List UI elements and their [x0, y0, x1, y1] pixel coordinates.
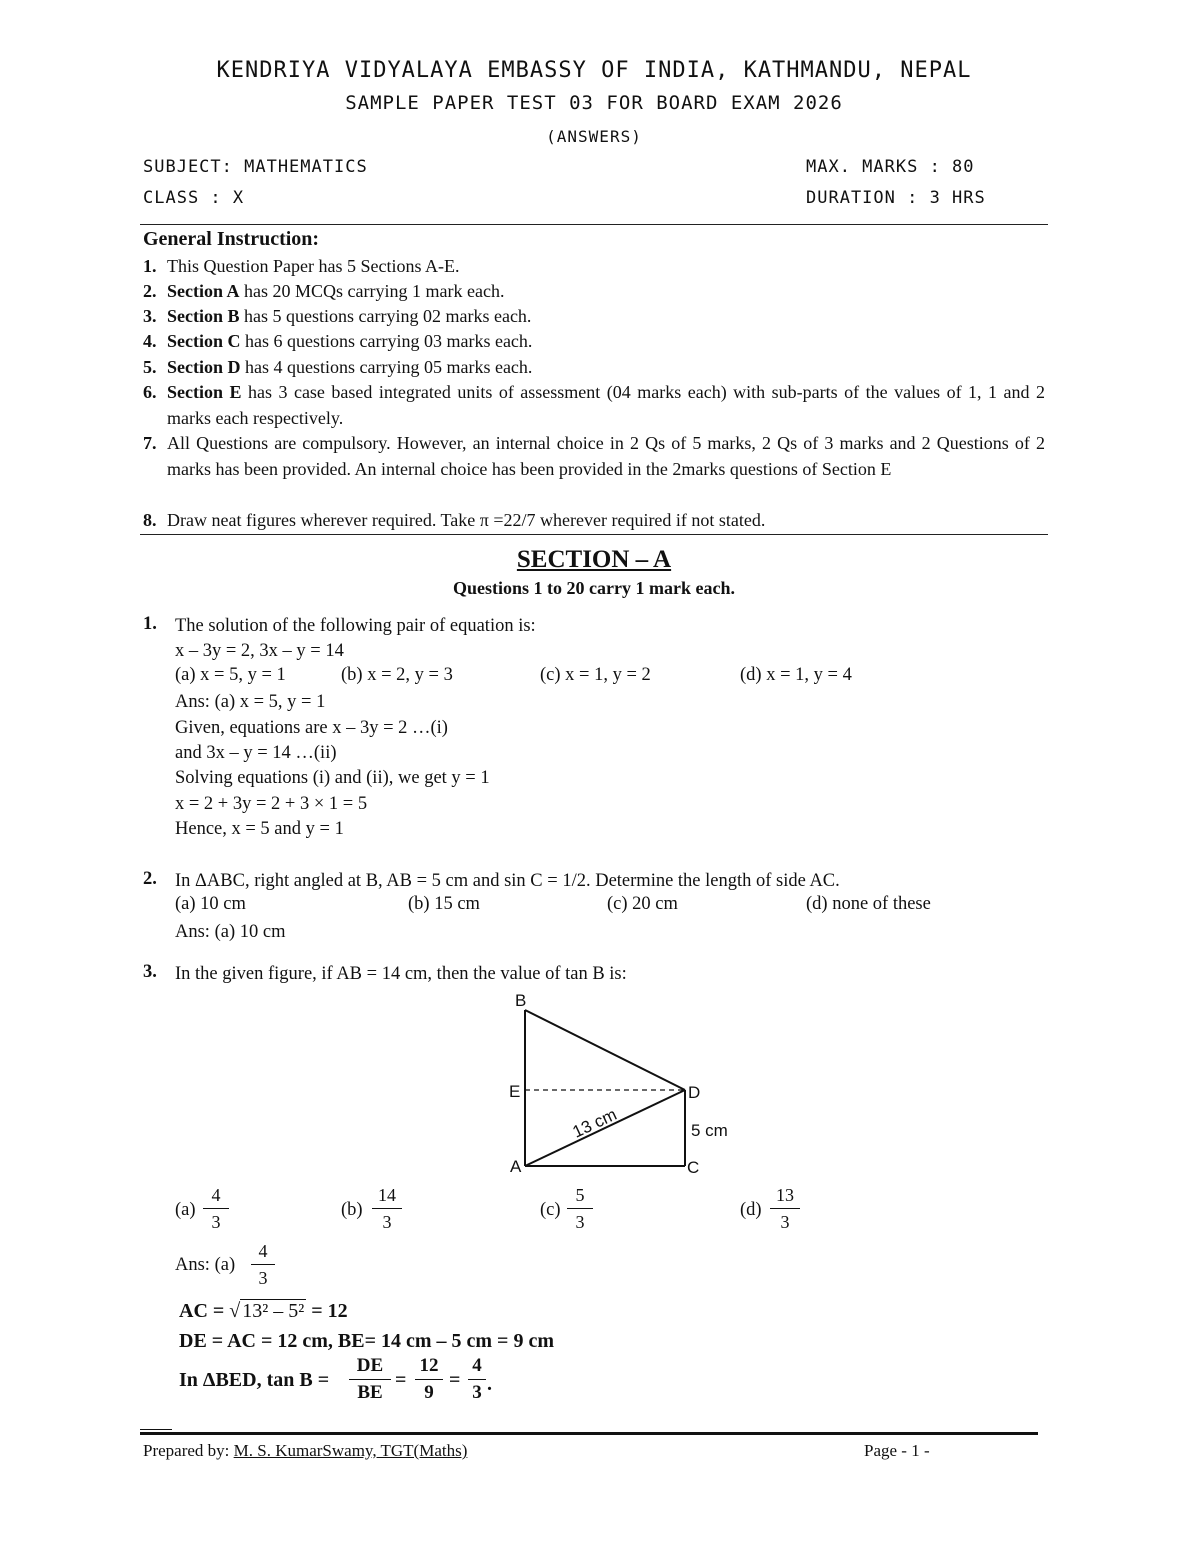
section-title: SECTION – A	[516, 546, 672, 573]
fraction-denominator: 3	[780, 1212, 790, 1232]
instruction-text: has 6 questions carrying 03 marks each.	[240, 331, 533, 351]
question-text: The solution of the following pair of equation is:	[175, 616, 536, 636]
option-a: (a) 10 cm	[175, 894, 246, 914]
instruction-bold: Section D	[167, 357, 241, 377]
fraction-denominator: 3	[211, 1212, 221, 1232]
page-number: Page - 1 -	[864, 1441, 930, 1460]
instruction-bold: Section A	[167, 281, 240, 301]
instruction-text: All Questions are compulsory. However, an internal choice in 2 Qs of 5 marks, 2 Qs of 3 marks and 2 Questions of 2 marks has been provided. An internal choice has been provided in the 2marks questions of Section E	[167, 433, 1045, 479]
instruction-item	[143, 254, 1045, 280]
solution-de: DE = AC = 12 cm, BE= 14 cm – 5 cm = 9 cm	[179, 1330, 554, 1352]
question-equations: x – 3y = 2, 3x – y = 14	[175, 641, 344, 661]
prepared-by-label: Prepared by:	[143, 1441, 234, 1460]
instruction-text: has 3 case based integrated units of assessment (04 marks each) with sub-parts of the values of 1, 1 and 2 marks each respectively.	[167, 382, 1045, 428]
fraction-numerator: 5	[575, 1185, 585, 1205]
instruction-bold: Section B	[167, 306, 240, 326]
option-d-label: (d)	[740, 1200, 762, 1220]
footer-prepared-by	[143, 1441, 467, 1461]
label-a: A	[510, 1157, 522, 1176]
instruction-text: Draw neat figures wherever required. Take π =22/7 wherever required if not stated.	[167, 510, 766, 530]
instructions-title: General Instruction:	[143, 228, 320, 250]
option-a-fraction	[203, 1184, 229, 1233]
fraction-bar	[251, 1264, 275, 1265]
answer-line: Solving equations (i) and (ii), we get y = 1	[175, 768, 490, 788]
header-divider	[140, 224, 1048, 225]
instruction-number: 2.	[143, 281, 157, 301]
instruction-item	[143, 508, 1045, 534]
fraction-denominator: BE	[357, 1382, 383, 1403]
instruction-number: 3.	[143, 306, 157, 326]
paper-title: SAMPLE PAPER TEST 03 FOR BOARD EXAM 2026	[345, 92, 843, 114]
answer-line: and 3x – y = 14 …(ii)	[175, 743, 337, 763]
fraction-bar	[203, 1208, 229, 1209]
answers-label: (ANSWERS)	[546, 127, 642, 146]
instruction-bold: Section E	[167, 382, 242, 402]
instruction-bold: Section C	[167, 331, 241, 351]
subject-label: SUBJECT: MATHEMATICS	[143, 157, 368, 177]
fraction-bar	[770, 1208, 800, 1209]
instruction-item	[143, 431, 1045, 482]
question-number: 2.	[143, 869, 157, 889]
fraction-bar	[468, 1379, 486, 1380]
fraction-bar	[372, 1208, 402, 1209]
option-a: (a) x = 5, y = 1	[175, 665, 286, 685]
fraction-numerator: 12	[419, 1355, 439, 1376]
footer-rule	[140, 1432, 1038, 1435]
segment-bd	[525, 1010, 685, 1090]
answer-line: Hence, x = 5 and y = 1	[175, 819, 344, 839]
instruction-text: has 5 questions carrying 02 marks each.	[239, 306, 532, 326]
option-c-fraction	[567, 1184, 593, 1233]
label-e: E	[509, 1082, 521, 1101]
instruction-number: 5.	[143, 357, 157, 377]
instruction-text: has 20 MCQs carrying 1 mark each.	[239, 281, 505, 301]
footer-rule-thin	[140, 1429, 172, 1430]
fraction-denominator: 9	[424, 1382, 434, 1403]
option-c-label: (c)	[540, 1200, 561, 1220]
answer-fraction	[251, 1240, 275, 1289]
fraction-numerator: 4	[211, 1185, 221, 1205]
option-b-label: (b)	[341, 1200, 363, 1220]
fraction-denominator: 3	[575, 1212, 585, 1232]
class-label: CLASS : X	[143, 188, 245, 208]
instruction-number: 1.	[143, 256, 157, 276]
instruction-number: 4.	[143, 331, 157, 351]
label-d: D	[688, 1083, 701, 1102]
answer-prefix: Ans: (a)	[175, 1255, 236, 1275]
instruction-item	[143, 304, 1045, 330]
option-b: (b) 15 cm	[408, 894, 480, 914]
equals-sign: =	[449, 1369, 461, 1391]
label-side-dc: 5 cm	[691, 1121, 728, 1140]
instruction-item	[143, 279, 1045, 305]
label-hypotenuse: 13 cm	[569, 1104, 620, 1142]
option-d: (d) x = 1, y = 4	[740, 665, 852, 685]
fraction-bar	[349, 1379, 391, 1380]
solution-fraction-4-3	[468, 1355, 486, 1404]
option-c: (c) x = 1, y = 2	[540, 665, 651, 685]
fraction-denominator: 3	[472, 1382, 482, 1403]
instruction-item	[143, 380, 1045, 431]
instruction-text: has 4 questions carrying 05 marks each.	[240, 357, 533, 377]
instruction-number: 7.	[143, 433, 157, 453]
solution-fraction-12-9	[415, 1355, 443, 1404]
school-name: KENDRIYA VIDYALAYA EMBASSY OF INDIA, KATHMANDU, NEPAL	[216, 58, 972, 83]
instruction-text: This Question Paper has 5 Sections A-E.	[167, 256, 460, 276]
label-c: C	[687, 1158, 700, 1177]
question-text: In the given figure, if AB = 14 cm, then the value of tan B is:	[175, 964, 627, 984]
sqrt-symbol: √	[229, 1300, 241, 1322]
section-subtitle: Questions 1 to 20 carry 1 mark each.	[453, 578, 735, 598]
instructions-divider	[140, 534, 1048, 535]
label-b: B	[515, 991, 527, 1010]
fraction-denominator: 3	[382, 1212, 392, 1232]
author-name: M. S. KumarSwamy, TGT(Maths)	[233, 1441, 468, 1460]
answer-line: Ans: (a) x = 5, y = 1	[175, 692, 326, 712]
solution-ac	[179, 1300, 348, 1323]
solution-ac-lhs: AC =	[179, 1300, 225, 1322]
instruction-item	[143, 355, 1045, 381]
instruction-item	[143, 329, 1045, 355]
fraction-numerator: 13	[776, 1185, 794, 1205]
fraction-bar	[415, 1379, 443, 1380]
option-b: (b) x = 2, y = 3	[341, 665, 453, 685]
fraction-bar	[567, 1208, 593, 1209]
option-d: (d) none of these	[806, 894, 931, 914]
option-b-fraction	[372, 1184, 402, 1233]
answer-line: Ans: (a) 10 cm	[175, 922, 286, 942]
question-number: 1.	[143, 614, 157, 634]
equals-sign: =	[395, 1369, 407, 1391]
fraction-numerator: 4	[258, 1241, 268, 1261]
geometry-figure	[500, 988, 750, 1180]
option-c: (c) 20 cm	[607, 894, 678, 914]
fraction-numerator: 14	[378, 1185, 396, 1205]
fraction-numerator: DE	[356, 1355, 384, 1376]
fraction-denominator: 3	[258, 1268, 268, 1288]
duration-label: DURATION : 3 HRS	[806, 188, 986, 208]
instruction-number: 8.	[143, 510, 157, 530]
solution-ac-rhs: = 12	[311, 1300, 348, 1322]
option-d-fraction	[770, 1184, 800, 1233]
solution-tan-prefix: In ΔBED, tan B =	[179, 1369, 330, 1391]
question-number: 3.	[143, 962, 157, 982]
question-text: In ΔABC, right angled at B, AB = 5 cm and sin C = 1/2. Determine the length of side AC.	[175, 871, 840, 891]
answer-line: Given, equations are x – 3y = 2 …(i)	[175, 718, 448, 738]
answer-line: x = 2 + 3y = 2 + 3 × 1 = 5	[175, 794, 368, 814]
instruction-number: 6.	[143, 382, 157, 402]
solution-fraction-de-be	[349, 1355, 391, 1404]
max-marks-label: MAX. MARKS : 80	[806, 157, 975, 177]
period: .	[487, 1373, 492, 1395]
option-a-label: (a)	[175, 1200, 196, 1220]
solution-ac-radicand: 13² – 5²	[242, 1300, 305, 1322]
fraction-numerator: 4	[472, 1355, 482, 1376]
